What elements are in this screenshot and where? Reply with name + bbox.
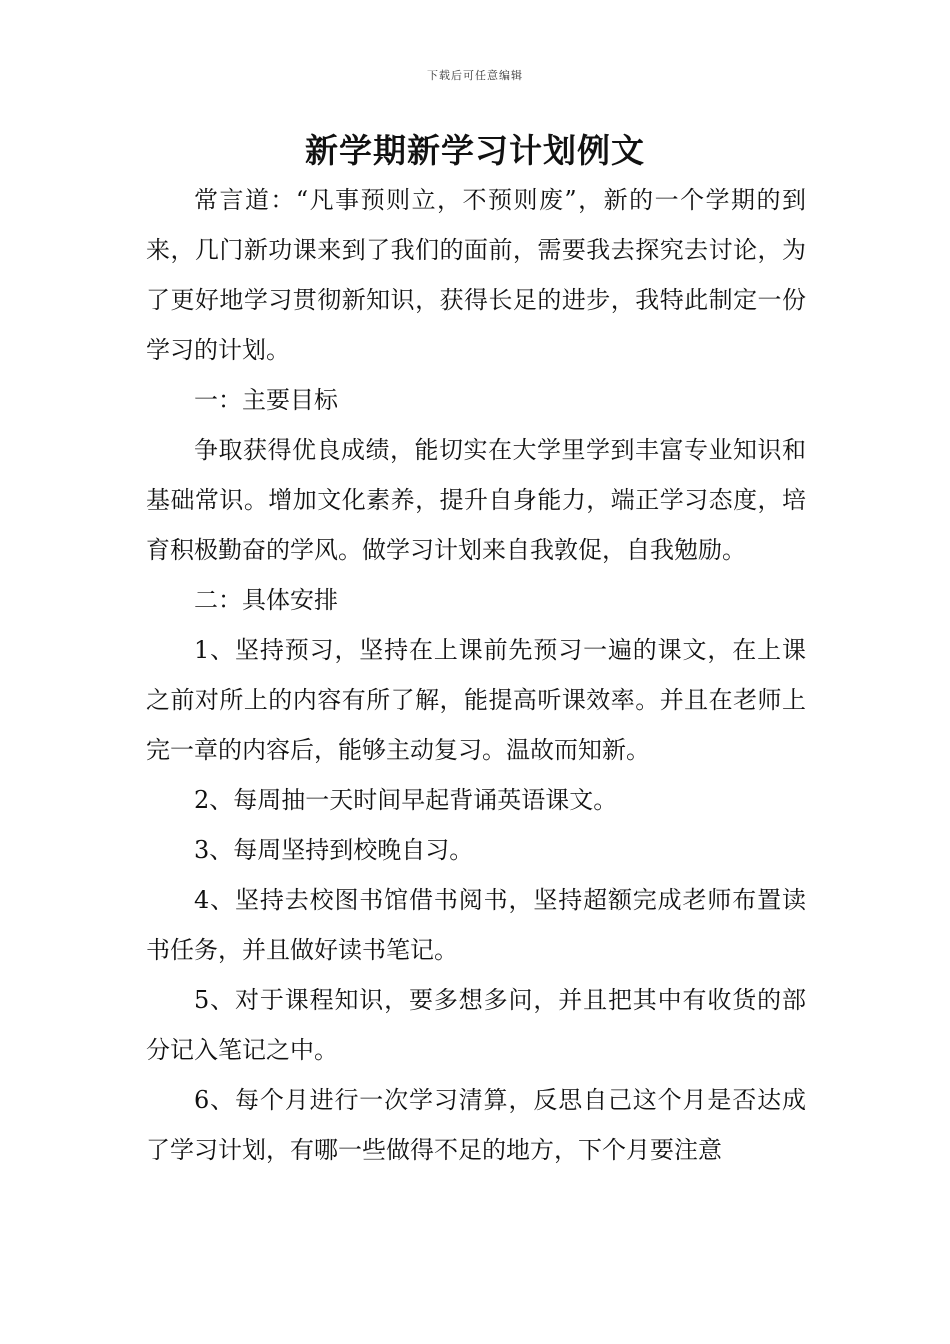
arrangement-item-3: 3、每周坚持到校晚自习。 bbox=[194, 836, 474, 864]
section-heading-arrangements: 二：具体安排 bbox=[194, 586, 338, 614]
arrangement-item-1: 1、坚持预习，坚持在上课前先预习一遍的课文，在上课之前对所上的内容有所了解，能提高听课效率。并且在老师上完一章的内容后，能够主动复习。温故而知新。 bbox=[146, 636, 806, 764]
intro-paragraph: 常言道：“凡事预则立，不预则废”，新的一个学期的到来，几门新功课来到了我们的面前，需要我去探究去讨论，为了更好地学习贯彻新知识，获得长足的进步，我特此制定一份学习的计划。 bbox=[146, 186, 806, 364]
section-heading-goals: 一：主要目标 bbox=[194, 386, 338, 414]
document-title: 新学期新学习计划例文 bbox=[305, 131, 645, 170]
arrangement-item-5: 5、对于课程知识，要多想多问，并且把其中有收货的部分记入笔记之中。 bbox=[146, 986, 806, 1064]
goals-paragraph: 争取获得优良成绩，能切实在大学里学到丰富专业知识和基础常识。增加文化素养，提升自身能力，端正学习态度，培育积极勤奋的学风。做学习计划来自我敦促，自我勉励。 bbox=[146, 436, 806, 564]
arrangement-item-2: 2、每周抽一天时间早起背诵英语课文。 bbox=[194, 786, 618, 814]
arrangement-item-6: 6、每个月进行一次学习清算，反思自己这个月是否达成了学习计划，有哪一些做得不足的地方，下个月要注意 bbox=[146, 1086, 806, 1164]
document-body bbox=[146, 175, 806, 1175]
header-note: 下载后可任意编辑 bbox=[427, 69, 523, 82]
arrangement-item-4: 4、坚持去校图书馆借书阅书，坚持超额完成老师布置读书任务，并且做好读书笔记。 bbox=[146, 886, 806, 964]
